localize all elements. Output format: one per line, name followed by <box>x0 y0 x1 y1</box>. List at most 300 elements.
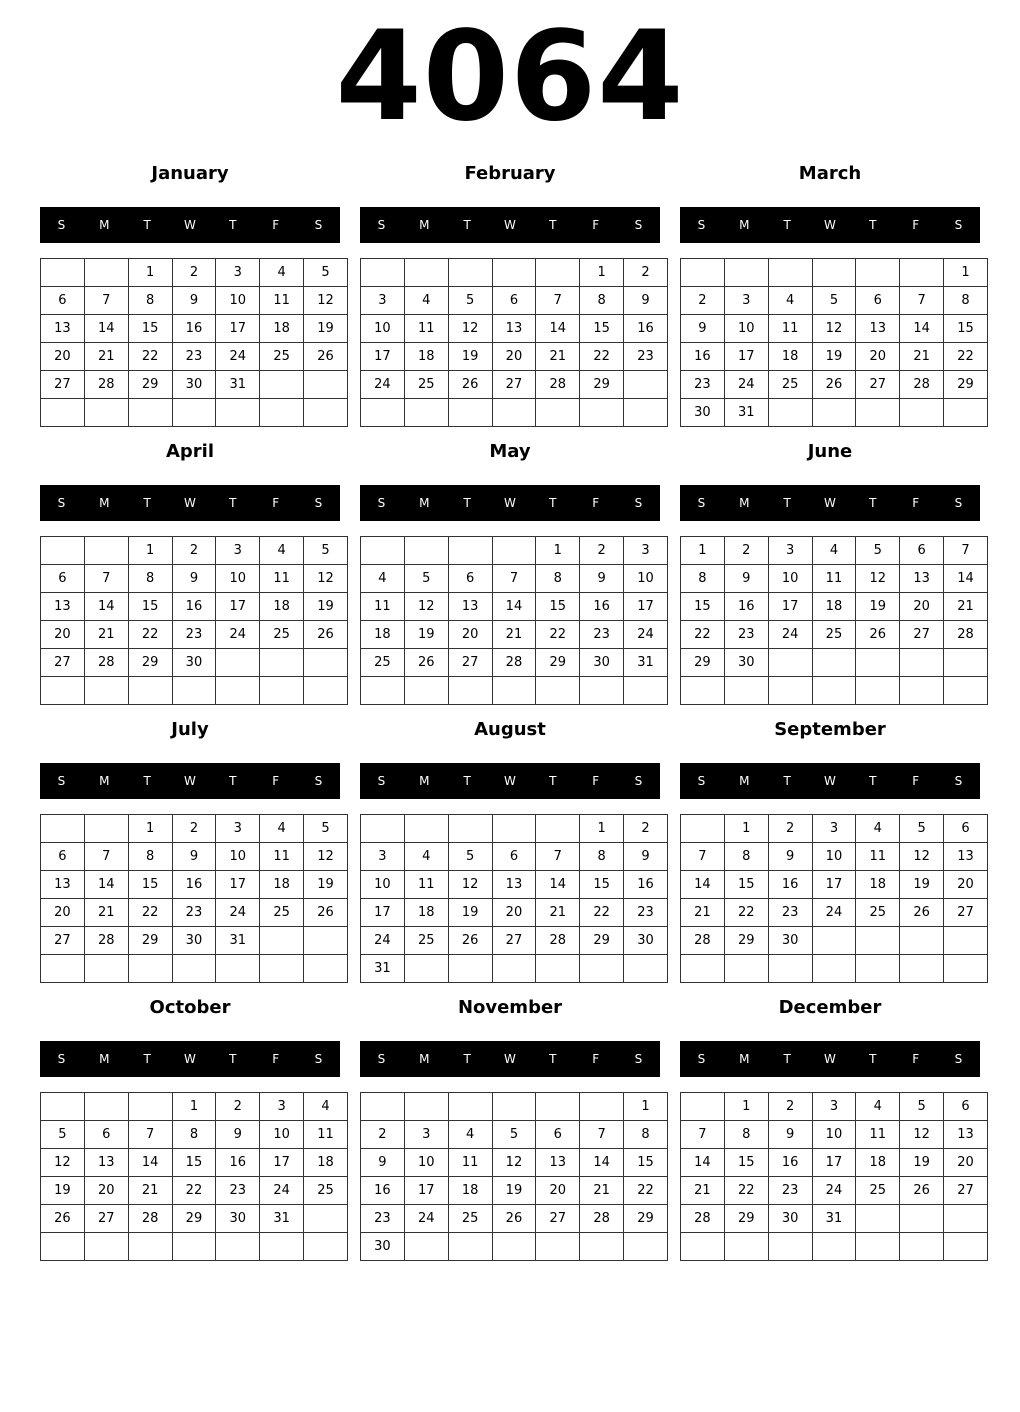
weekday-label: T <box>549 496 557 510</box>
day-cell: 28 <box>84 371 128 399</box>
day-cell: 8 <box>681 565 725 593</box>
day-cell <box>768 649 812 677</box>
day-cell: 22 <box>128 343 172 371</box>
day-cell: 22 <box>681 621 725 649</box>
day-cell: 5 <box>448 287 492 315</box>
day-cell <box>41 1093 85 1121</box>
day-cell: 28 <box>681 1205 725 1233</box>
day-cell <box>900 399 944 427</box>
day-cell: 2 <box>580 537 624 565</box>
weekday-label: S <box>954 1052 963 1066</box>
day-cell: 11 <box>404 871 448 899</box>
day-cell <box>304 371 348 399</box>
day-cell: 15 <box>580 315 624 343</box>
day-cell <box>128 399 172 427</box>
day-cell: 2 <box>624 259 668 287</box>
day-cell <box>361 259 405 287</box>
week-row <box>41 343 348 371</box>
weekday-label: W <box>504 218 516 232</box>
weekday-header <box>680 763 980 799</box>
weekday-header <box>680 207 980 243</box>
day-cell: 1 <box>128 259 172 287</box>
day-cell: 1 <box>624 1093 668 1121</box>
day-grid <box>40 814 348 983</box>
day-cell: 9 <box>216 1121 260 1149</box>
day-cell: 23 <box>216 1177 260 1205</box>
day-cell <box>216 1233 260 1261</box>
day-cell: 16 <box>624 871 668 899</box>
day-cell <box>900 1233 944 1261</box>
day-cell: 26 <box>448 927 492 955</box>
day-grid <box>360 258 668 427</box>
day-cell: 27 <box>41 649 85 677</box>
day-cell: 23 <box>768 899 812 927</box>
week-row <box>361 1205 668 1233</box>
day-cell: 7 <box>580 1121 624 1149</box>
day-cell: 6 <box>536 1121 580 1149</box>
day-cell: 10 <box>216 287 260 315</box>
day-cell: 29 <box>536 649 580 677</box>
day-cell: 23 <box>768 1177 812 1205</box>
day-cell: 8 <box>580 843 624 871</box>
day-cell: 3 <box>768 537 812 565</box>
day-cell: 5 <box>41 1121 85 1149</box>
day-cell: 15 <box>681 593 725 621</box>
day-cell: 7 <box>536 287 580 315</box>
weekday-header <box>680 485 980 521</box>
day-cell: 19 <box>304 871 348 899</box>
week-row <box>41 259 348 287</box>
weekday-label: S <box>697 496 706 510</box>
day-cell <box>216 399 260 427</box>
day-cell: 10 <box>216 843 260 871</box>
day-cell: 18 <box>768 343 812 371</box>
day-cell: 29 <box>580 927 624 955</box>
day-cell <box>304 649 348 677</box>
month-name: January <box>151 163 229 184</box>
day-cell: 3 <box>724 287 768 315</box>
day-cell <box>448 955 492 983</box>
day-cell <box>492 1233 536 1261</box>
day-cell: 25 <box>260 343 304 371</box>
day-cell: 1 <box>580 815 624 843</box>
day-cell: 27 <box>536 1205 580 1233</box>
day-cell <box>768 677 812 705</box>
week-row <box>41 843 348 871</box>
weekday-header <box>40 485 340 521</box>
day-cell: 19 <box>304 315 348 343</box>
day-cell: 28 <box>128 1205 172 1233</box>
day-cell <box>492 815 536 843</box>
week-row <box>41 399 348 427</box>
day-cell <box>624 1233 668 1261</box>
day-cell <box>172 677 216 705</box>
day-cell: 7 <box>84 843 128 871</box>
day-cell: 4 <box>260 537 304 565</box>
day-cell: 1 <box>724 815 768 843</box>
day-cell: 17 <box>361 343 405 371</box>
weekday-label: T <box>229 1052 237 1066</box>
day-cell: 18 <box>260 315 304 343</box>
day-cell: 25 <box>304 1177 348 1205</box>
day-cell: 5 <box>304 259 348 287</box>
day-cell <box>681 259 725 287</box>
day-cell <box>448 815 492 843</box>
day-cell <box>41 259 85 287</box>
week-row <box>361 871 668 899</box>
day-cell: 17 <box>216 593 260 621</box>
day-cell: 5 <box>404 565 448 593</box>
day-cell: 9 <box>172 287 216 315</box>
day-cell: 11 <box>260 287 304 315</box>
day-cell: 13 <box>944 843 988 871</box>
weekday-label: S <box>57 774 66 788</box>
week-row <box>361 343 668 371</box>
day-cell: 14 <box>492 593 536 621</box>
day-cell: 14 <box>84 315 128 343</box>
day-cell <box>812 955 856 983</box>
day-cell: 3 <box>404 1121 448 1149</box>
day-cell: 10 <box>216 565 260 593</box>
day-cell: 5 <box>304 537 348 565</box>
weekday-label: M <box>99 218 110 232</box>
day-cell <box>856 1233 900 1261</box>
day-cell: 17 <box>768 593 812 621</box>
day-cell: 20 <box>448 621 492 649</box>
day-cell: 11 <box>260 843 304 871</box>
weekday-label: T <box>783 496 791 510</box>
day-cell: 5 <box>812 287 856 315</box>
day-cell: 30 <box>768 927 812 955</box>
day-cell: 20 <box>84 1177 128 1205</box>
week-row <box>681 899 988 927</box>
day-cell: 26 <box>304 621 348 649</box>
day-cell: 28 <box>536 371 580 399</box>
day-cell <box>724 677 768 705</box>
day-cell: 19 <box>900 1149 944 1177</box>
week-row <box>41 1233 348 1261</box>
week-row <box>41 1177 348 1205</box>
day-cell <box>536 1233 580 1261</box>
month-name: March <box>798 163 862 184</box>
day-cell <box>900 927 944 955</box>
weekday-label: S <box>314 496 323 510</box>
day-cell <box>724 1233 768 1261</box>
day-cell: 20 <box>856 343 900 371</box>
day-cell: 24 <box>404 1205 448 1233</box>
day-cell: 21 <box>84 621 128 649</box>
day-cell: 26 <box>41 1205 85 1233</box>
day-cell <box>681 815 725 843</box>
day-cell: 6 <box>84 1121 128 1149</box>
day-cell: 9 <box>172 565 216 593</box>
weekday-label: W <box>824 218 836 232</box>
day-cell: 16 <box>361 1177 405 1205</box>
weekday-label: W <box>504 496 516 510</box>
weekday-label: T <box>143 774 151 788</box>
weekday-label: M <box>419 774 430 788</box>
day-cell <box>260 955 304 983</box>
day-cell: 16 <box>768 871 812 899</box>
day-cell: 12 <box>492 1149 536 1177</box>
day-cell: 11 <box>856 843 900 871</box>
week-row <box>681 315 988 343</box>
day-cell: 8 <box>724 1121 768 1149</box>
day-cell: 29 <box>580 371 624 399</box>
day-cell: 19 <box>404 621 448 649</box>
day-cell: 29 <box>172 1205 216 1233</box>
weekday-label: T <box>229 496 237 510</box>
day-cell: 3 <box>812 1093 856 1121</box>
day-cell: 28 <box>681 927 725 955</box>
day-cell <box>900 649 944 677</box>
day-cell: 9 <box>681 315 725 343</box>
day-cell: 21 <box>536 899 580 927</box>
day-cell: 24 <box>216 343 260 371</box>
day-cell: 17 <box>724 343 768 371</box>
day-cell: 2 <box>681 287 725 315</box>
day-cell <box>856 649 900 677</box>
day-cell: 26 <box>900 1177 944 1205</box>
day-cell: 7 <box>944 537 988 565</box>
day-cell <box>944 955 988 983</box>
day-cell: 21 <box>536 343 580 371</box>
weekday-label: F <box>272 1052 280 1066</box>
day-cell <box>216 677 260 705</box>
day-cell: 19 <box>448 343 492 371</box>
day-cell: 18 <box>856 1149 900 1177</box>
day-cell: 1 <box>724 1093 768 1121</box>
day-cell <box>361 815 405 843</box>
weekday-label: M <box>739 218 750 232</box>
day-cell <box>900 677 944 705</box>
day-cell: 18 <box>404 899 448 927</box>
weekday-header <box>360 763 660 799</box>
day-cell: 12 <box>448 315 492 343</box>
day-cell: 24 <box>361 371 405 399</box>
day-cell <box>681 955 725 983</box>
day-cell <box>260 677 304 705</box>
day-cell: 12 <box>448 871 492 899</box>
week-row <box>361 1121 668 1149</box>
day-cell: 24 <box>624 621 668 649</box>
weekday-label: T <box>229 774 237 788</box>
day-cell: 2 <box>172 537 216 565</box>
day-cell: 1 <box>681 537 725 565</box>
day-cell: 30 <box>580 649 624 677</box>
day-cell: 8 <box>128 287 172 315</box>
day-cell <box>404 259 448 287</box>
day-cell: 15 <box>128 315 172 343</box>
day-cell: 9 <box>768 1121 812 1149</box>
day-cell: 25 <box>448 1205 492 1233</box>
week-row <box>41 565 348 593</box>
day-cell: 24 <box>216 621 260 649</box>
weekday-header <box>40 763 340 799</box>
day-cell: 22 <box>580 899 624 927</box>
day-cell <box>580 1233 624 1261</box>
day-cell: 13 <box>492 871 536 899</box>
day-cell: 6 <box>41 565 85 593</box>
day-cell: 11 <box>260 565 304 593</box>
day-cell <box>768 399 812 427</box>
week-row <box>681 1121 988 1149</box>
weekday-label: F <box>592 774 600 788</box>
day-cell <box>768 259 812 287</box>
day-cell: 27 <box>41 371 85 399</box>
day-grid <box>40 536 348 705</box>
day-cell <box>84 1093 128 1121</box>
weekday-label: F <box>272 218 280 232</box>
day-cell: 6 <box>856 287 900 315</box>
day-cell: 16 <box>624 315 668 343</box>
day-cell: 29 <box>128 371 172 399</box>
day-cell: 8 <box>724 843 768 871</box>
weekday-label: S <box>697 218 706 232</box>
month-name: May <box>489 441 531 462</box>
weekday-label: M <box>99 774 110 788</box>
week-row <box>681 1205 988 1233</box>
day-cell <box>84 537 128 565</box>
weekday-label: T <box>143 1052 151 1066</box>
day-cell: 7 <box>681 1121 725 1149</box>
day-cell: 10 <box>361 315 405 343</box>
weekday-label: S <box>314 218 323 232</box>
day-cell: 28 <box>492 649 536 677</box>
day-cell: 9 <box>580 565 624 593</box>
week-row <box>41 1149 348 1177</box>
weekday-label: T <box>143 496 151 510</box>
day-cell: 21 <box>492 621 536 649</box>
day-cell: 8 <box>128 565 172 593</box>
weekday-label: F <box>592 496 600 510</box>
weekday-label: T <box>869 496 877 510</box>
day-cell: 12 <box>304 565 348 593</box>
week-row <box>361 1177 668 1205</box>
day-cell: 21 <box>944 593 988 621</box>
month-name: December <box>778 997 882 1018</box>
day-cell: 28 <box>536 927 580 955</box>
day-cell: 13 <box>41 593 85 621</box>
weekday-header <box>40 207 340 243</box>
day-cell: 19 <box>448 899 492 927</box>
day-cell: 17 <box>812 1149 856 1177</box>
week-row <box>361 843 668 871</box>
weekday-label: W <box>184 1052 196 1066</box>
day-cell: 3 <box>216 537 260 565</box>
day-cell <box>404 815 448 843</box>
day-cell: 27 <box>84 1205 128 1233</box>
day-cell: 2 <box>724 537 768 565</box>
day-cell: 21 <box>900 343 944 371</box>
day-cell: 19 <box>812 343 856 371</box>
day-cell: 20 <box>536 1177 580 1205</box>
weekday-label: T <box>869 1052 877 1066</box>
day-cell: 26 <box>448 371 492 399</box>
day-cell: 8 <box>128 843 172 871</box>
day-cell: 12 <box>304 287 348 315</box>
day-cell <box>580 677 624 705</box>
day-cell: 23 <box>580 621 624 649</box>
day-cell: 24 <box>361 927 405 955</box>
day-cell <box>856 677 900 705</box>
weekday-label: S <box>954 774 963 788</box>
day-cell: 20 <box>41 621 85 649</box>
day-cell: 26 <box>900 899 944 927</box>
day-cell <box>41 955 85 983</box>
day-cell: 13 <box>900 565 944 593</box>
day-cell: 14 <box>900 315 944 343</box>
year-title: 4064 <box>335 5 685 149</box>
weekday-label: S <box>634 774 643 788</box>
day-cell <box>304 677 348 705</box>
weekday-header <box>680 1041 980 1077</box>
day-cell: 26 <box>404 649 448 677</box>
day-cell: 14 <box>681 871 725 899</box>
day-cell: 20 <box>944 1149 988 1177</box>
day-cell: 3 <box>216 259 260 287</box>
day-cell: 5 <box>304 815 348 843</box>
day-cell: 11 <box>304 1121 348 1149</box>
day-cell <box>944 1205 988 1233</box>
day-cell: 2 <box>172 815 216 843</box>
day-cell: 30 <box>681 399 725 427</box>
day-cell: 30 <box>624 927 668 955</box>
day-cell: 6 <box>492 843 536 871</box>
day-cell <box>404 537 448 565</box>
day-cell: 24 <box>260 1177 304 1205</box>
month-name: July <box>171 719 209 740</box>
day-cell: 19 <box>41 1177 85 1205</box>
day-cell: 29 <box>944 371 988 399</box>
week-row <box>681 871 988 899</box>
weekday-header <box>40 1041 340 1077</box>
day-cell <box>492 399 536 427</box>
day-cell: 20 <box>41 343 85 371</box>
day-cell: 31 <box>260 1205 304 1233</box>
day-cell: 18 <box>361 621 405 649</box>
day-cell <box>768 955 812 983</box>
month-name: June <box>807 441 853 462</box>
day-cell: 29 <box>681 649 725 677</box>
day-cell <box>900 259 944 287</box>
day-cell: 22 <box>536 621 580 649</box>
weekday-label: F <box>272 774 280 788</box>
day-cell: 31 <box>361 955 405 983</box>
day-cell <box>128 1233 172 1261</box>
day-cell <box>944 1233 988 1261</box>
day-cell <box>492 1093 536 1121</box>
day-cell: 20 <box>492 343 536 371</box>
day-cell <box>304 927 348 955</box>
day-cell: 10 <box>724 315 768 343</box>
week-row <box>41 1205 348 1233</box>
day-cell <box>260 371 304 399</box>
day-cell <box>724 955 768 983</box>
weekday-label: M <box>739 1052 750 1066</box>
day-cell: 25 <box>812 621 856 649</box>
day-cell: 28 <box>580 1205 624 1233</box>
week-row <box>41 677 348 705</box>
day-cell: 15 <box>536 593 580 621</box>
weekday-label: T <box>463 774 471 788</box>
day-cell: 30 <box>361 1233 405 1261</box>
day-cell: 29 <box>128 649 172 677</box>
week-row <box>361 621 668 649</box>
day-cell <box>361 399 405 427</box>
day-cell: 29 <box>724 927 768 955</box>
day-cell: 1 <box>580 259 624 287</box>
